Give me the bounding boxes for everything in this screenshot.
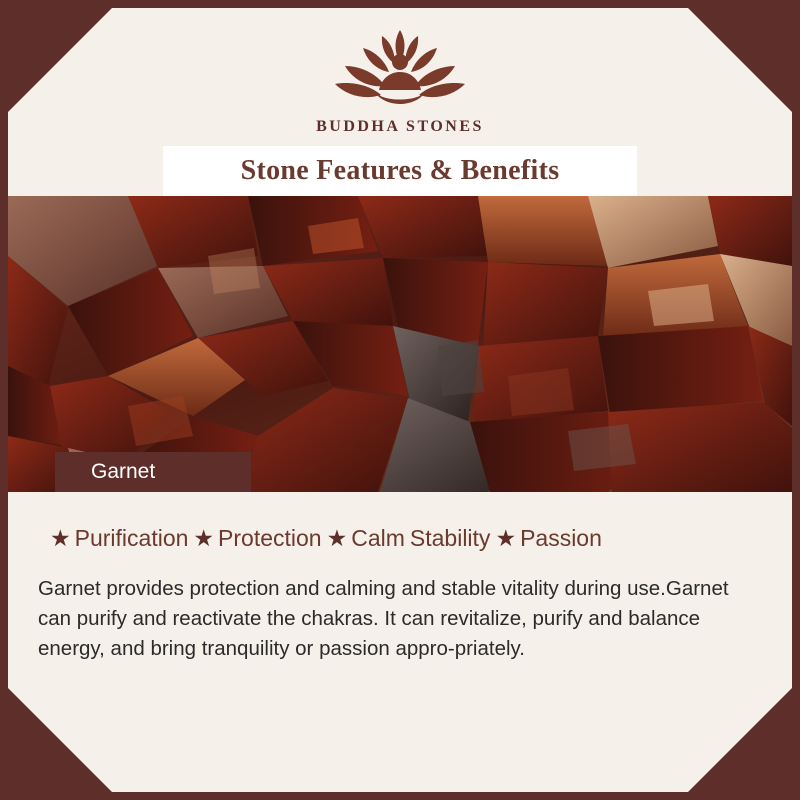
brand-logo: [0, 22, 800, 136]
benefit-item-purification: [50, 525, 188, 552]
lotus-meditation-figure-icon: [0, 22, 800, 114]
photo-caption: [55, 452, 251, 492]
brand-name: BUDDHA STONES: [316, 118, 484, 135]
benefit-item-calm: [327, 525, 405, 552]
benefit-item-protection: [193, 525, 321, 552]
photo-caption-label: Garnet: [91, 460, 156, 483]
stone-description: Garnet provides protection and calming and stable vitality during use.Garnet can purify and reactivate the chakras. It can revitalize, purify and balance energy, and bring tranquility or passion appro-priately.: [38, 577, 729, 660]
benefit-item-stability: [410, 525, 491, 552]
page-title-bar: [163, 146, 637, 196]
star-icon: ★: [193, 525, 215, 551]
benefit-label: Passion: [520, 525, 602, 551]
star-icon: ★: [326, 525, 348, 551]
benefit-label: Protection: [218, 525, 322, 551]
garnet-crystal-cluster-photo: [8, 196, 792, 492]
benefit-item-passion: [495, 525, 601, 552]
page-title: Stone Features & Benefits: [240, 155, 560, 186]
benefit-label: Stability: [409, 525, 491, 551]
benefit-label: Purification: [74, 525, 189, 551]
star-icon: ★: [50, 525, 71, 551]
benefit-label: Calm: [351, 525, 405, 551]
star-icon: ★: [495, 525, 517, 551]
benefits-list: [50, 525, 760, 552]
